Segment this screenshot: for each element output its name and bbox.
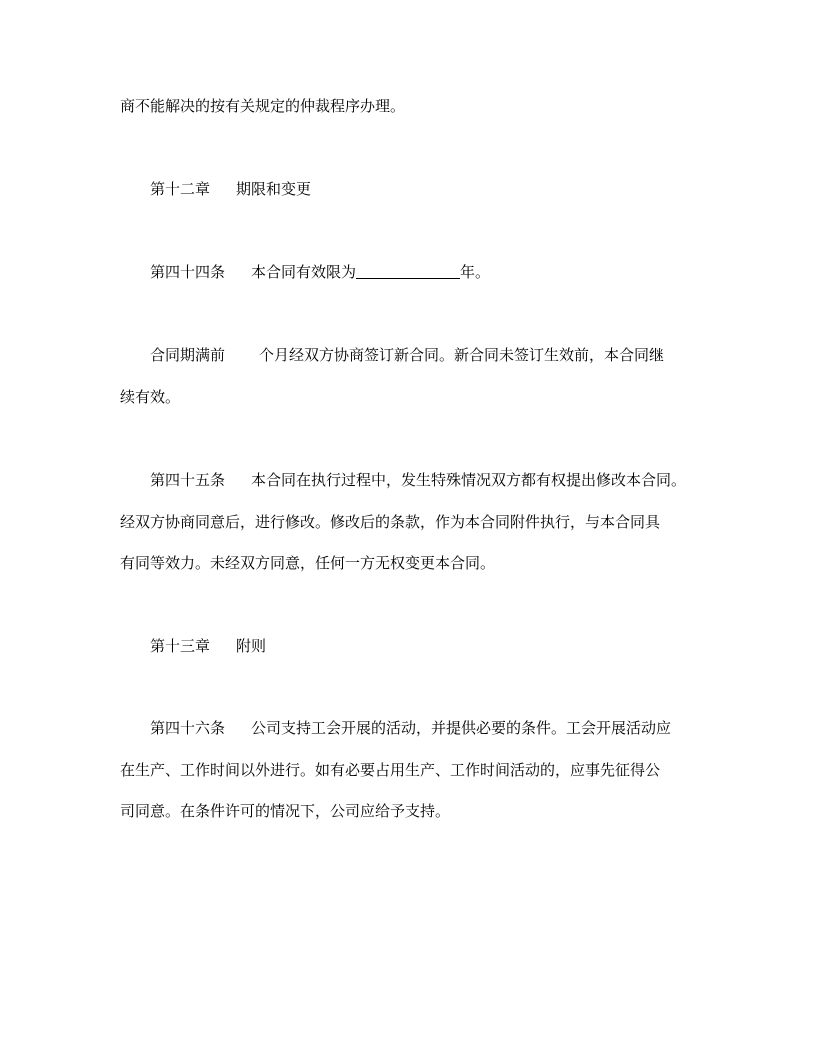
- chapter-number: 第十二章: [150, 180, 211, 198]
- text: 续有效。: [120, 388, 181, 406]
- text: 有同等效力。未经双方同意，任何一方无权变更本合同。: [120, 554, 496, 572]
- chapter-heading-12: [150, 179, 730, 199]
- paragraph-line: [120, 760, 700, 780]
- article-45: [150, 470, 730, 490]
- fill-in-blank: [356, 263, 460, 279]
- chapter-heading-13: [150, 636, 730, 656]
- text: 司同意。在条件许可的情况下，公司应给予支持。: [120, 802, 451, 820]
- article-number: 第四十六条: [150, 719, 226, 737]
- paragraph-line: [150, 345, 730, 365]
- article-number: 第四十五条: [150, 471, 226, 489]
- paragraph-line: [120, 512, 700, 532]
- paragraph-line: [120, 96, 700, 116]
- paragraph-line: [120, 801, 700, 821]
- text: 个月经双方协商签订新合同。新合同未签订生效前，本合同继: [259, 346, 665, 364]
- text: 年。: [460, 263, 491, 281]
- text: 公司支持工会开展的活动，并提供必要的条件。工会开展活动应: [251, 719, 672, 737]
- text: 本合同有效限为: [251, 263, 357, 281]
- paragraph-line: [120, 387, 700, 407]
- chapter-title: 期限和变更: [236, 180, 312, 198]
- text: 商不能解决的按有关规定的仲裁程序办理。: [120, 97, 406, 115]
- paragraph-line: [120, 553, 700, 573]
- text: 经双方协商同意后，进行修改。修改后的条款，作为本合同附件执行，与本合同具: [120, 513, 661, 531]
- chapter-title: 附则: [236, 637, 267, 655]
- text: 合同期满前: [150, 346, 226, 364]
- text: 本合同在执行过程中，发生特殊情况双方都有权提出修改本合同。: [251, 471, 687, 489]
- text: 在生产、工作时间以外进行。如有必要占用生产、工作时间活动的，应事先征得公: [120, 761, 661, 779]
- article-44: [150, 262, 730, 282]
- chapter-number: 第十三章: [150, 637, 211, 655]
- article-number: 第四十四条: [150, 263, 226, 281]
- article-46: [150, 718, 730, 738]
